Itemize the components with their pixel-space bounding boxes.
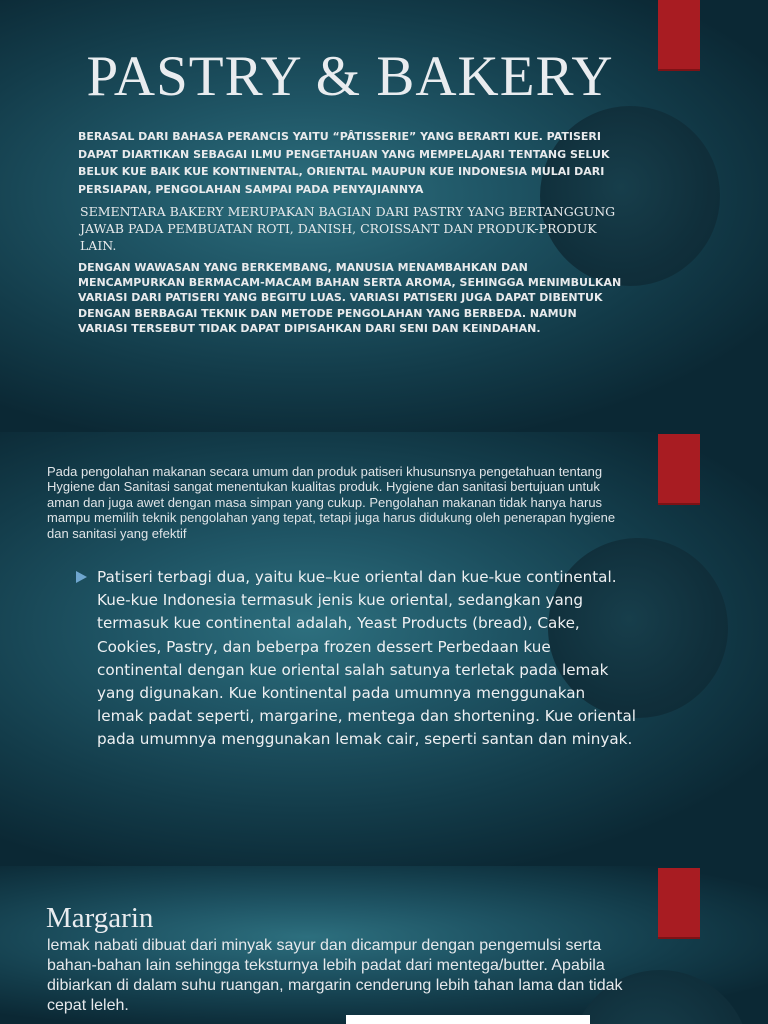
bakery-paragraph: SEMENTARA BAKERY MERUPAKAN BAGIAN DARI PASTRY YANG BERTANGGUNG JAWAB PADA PEMBUATAN ROTI, DANISH, CROISSANT DAN PRODUK-PRODUK LAIN. [80,204,616,253]
slide-1 [0,0,768,432]
red-accent-bar [658,434,700,505]
bullet-item [76,566,636,752]
slide-3 [0,866,768,1024]
bullet-arrow-icon [76,571,87,583]
hygiene-paragraph: Pada pengolahan makanan secara umum dan produk patiseri khusunsnya pengetahuan tentang Hygiene dan Sanitasi sangat menentukan kualitas produk. Hygiene dan sanitasi bertujuan untuk aman dan juga awet dengan masa simpan yang cukup. Pengolahan makanan tidak hanya harus mampu memilih teknik pengolahan yang tepat, tetapi juga harus didukung oleh penerapan hygiene dan sanitasi yang efektif [47,464,616,541]
margarin-paragraph: lemak nabati dibuat dari minyak sayur dan dicampur dengan pengemulsi serta bahan-bahan lain sehingga teksturnya lebih padat dari mentega/butter. Apabila dibiarkan di dalam suhu ruangan, margarin cenderung lebih tahan lama dan tidak cepat leleh. [47,937,623,1014]
white-image-placeholder [346,1015,590,1024]
red-accent-bar [658,868,700,939]
margarin-heading: Margarin [46,902,154,934]
slide-title: PASTRY & BAKERY [86,45,614,108]
variation-paragraph: DENGAN WAWASAN YANG BERKEMBANG, MANUSIA MENAMBAHKAN DAN MENCAMPURKAN BERMACAM-MACAM BAHAN SERTA AROMA, SEHINGGA MENIMBULKAN VARIASI DARI PATISERI YANG BEGITU LUAS. VARIASI PATISERI JUGA DAPAT DIBENTUK DENGAN BERBAGAI TEKNIK DAN METODE PENGOLAHAN YANG BERBEDA. NAMUN VARIASI TERSEBUT TIDAK DAPAT DIPISAHKAN DARI SENI DAN KEINDAHAN. [78,261,622,335]
slide-2 [0,432,768,866]
intro-paragraph: BERASAL DARI BAHASA PERANCIS YAITU “PÂTISSERIE” YANG BERARTI KUE. PATISERI DAPAT DIARTIKAN SEBAGAI ILMU PENGETAHUAN YANG MEMPELAJARI TENTANG SELUK BELUK KUE BAIK KUE KONTINENTAL, ORIENTAL MAUPUN KUE INDONESIA MULAI DARI PERSIAPAN, PENGOLAHAN SAMPAI PADA PENYAJIANNYA [78,130,610,196]
bullet-text: Patiseri terbagi dua, yaitu kue–kue oriental dan kue-kue continental. Kue-kue Indonesia termasuk jenis kue oriental, sedangkan yang termasuk kue continental adalah, Yeast Products (bread), Cake, Cookies, Pastry, dan beberpa frozen dessert Perbedaan kue continental dengan kue oriental salah satunya terletak pada lemak yang digunakan. Kue kontinental pada umumnya menggunakan lemak padat seperti, margarine, mentega dan shortening. Kue oriental pada umumnya menggunakan lemak cair, seperti santan dan minyak. [97,568,636,749]
